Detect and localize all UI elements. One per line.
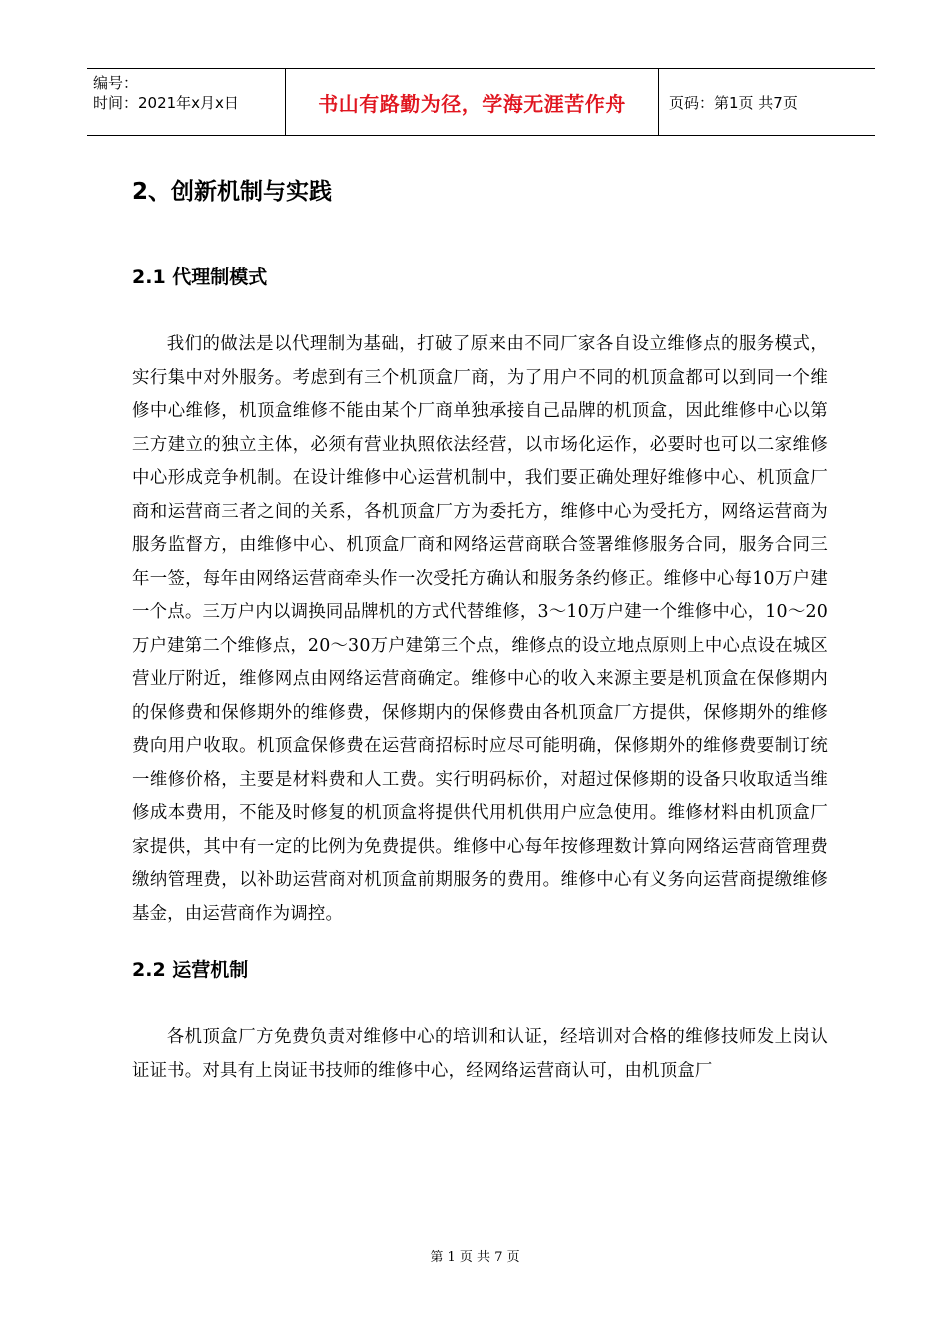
footer-page-number: 第 1 页 共 7 页 xyxy=(430,1250,520,1265)
paragraph-operation-mechanism: 各机顶盒厂方免费负责对维修中心的培训和认证，经培训对合格的维修技师发上岗认证证书。对具有上岗证书技师的维修中心，经网络运营商认可，由机顶盒厂 xyxy=(132,1027,828,1081)
page-footer xyxy=(0,1246,950,1265)
header-page-cell xyxy=(659,69,875,135)
header-motto-cell xyxy=(286,69,659,135)
time-label: 时间：2021年x月x日 xyxy=(93,94,239,112)
paragraph-agency-model: 我们的做法是以代理制为基础，打破了原来由不同厂家各自设立维修点的服务模式，实行集中对外服务。考虑到有三个机顶盒厂商，为了用户不同的机顶盒都可以到同一个维修中心维修，机顶盒维修不能由某个厂商单独承接自己品牌的机顶盒，因此维修中心以第三方建立的独立主体，必须有营业执照依法经营，以市场化运作，必要时也可以二家维修中心形成竞争机制。在设计维修中心运营机制中，我们要正确处理好维修中心、机顶盒厂商和运营商三者之间的关系，各机顶盒厂方为委托方，维修中心为受托方，网络运营商为服务监督方，由维修中心、机顶盒厂商和网络运营商联合签署维修服务合同，服务合同三年一签，每年由网络运营商牵头作一次受托方确认和服务条约修正。维修中心每10万户建一个点。三万户内以调换同品牌机的方式代替维修，3～10万户建一个维修中心，10～20万户建第二个维修点，20～30万户建第三个点，维修点的设立地点原则上中心点设在城区营业厅附近，维修网点由网络运营商确定。维修中心的收入来源主要是机顶盒在保修期内的保修费和保修期外的维修费，保修期内的保修费由各机顶盒厂方提供，保修期外的维修费向用户收取。机顶盒保修费在运营商招标时应尽可能明确，保修期外的维修费要制订统一维修价格，主要是材料费和人工费。实行明码标价，对超过保修期的设备只收取适当维修成本费用，不能及时修复的机顶盒将提供代用机供用户应急使用。维修材料由机顶盒厂家提供，其中有一定的比例为免费提供。维修中心每年按修理数计算向网络运营商管理费缴纳管理费，以补助运营商对机顶盒前期服务的费用。维修中心有义务向运营商提缴维修基金，由运营商作为调控。 xyxy=(132,334,828,924)
header-table xyxy=(87,68,875,136)
document-body xyxy=(132,168,828,1088)
page-info: 页码：第1页 共7页 xyxy=(669,93,798,112)
section-title-agency-model: 2.1 代理制模式 xyxy=(132,266,268,288)
number-label: 编号： xyxy=(93,74,139,92)
header-meta-cell xyxy=(87,69,286,135)
motto-text: 书山有路勤为径，学海无涯苦作舟 xyxy=(318,91,626,116)
section-title-operation-mechanism: 2.2 运营机制 xyxy=(132,959,249,981)
chapter-heading: 2、创新机制与实践 xyxy=(132,179,333,205)
